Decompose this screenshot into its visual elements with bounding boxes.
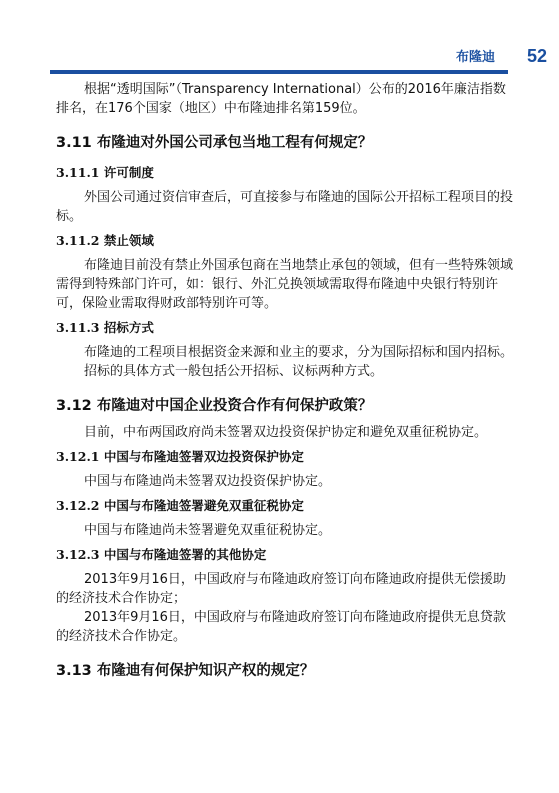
header-rule — [50, 70, 508, 74]
section-3-12-1-heading: 3.12.1 中国与布隆迪签署双边投资保护协定 — [56, 449, 304, 464]
section-3-11-3-heading: 3.11.3 招标方式 — [56, 320, 154, 335]
section-3-12-3-text-1: 2013年9月16日，中国政府与布隆迪政府签订向布隆迪政府提供无偿援助的经济技术合作协定； — [56, 572, 506, 606]
header-country-name: 布隆迪 — [455, 50, 495, 65]
section-3-11-2-heading: 3.11.2 禁止领域 — [56, 233, 154, 248]
section-3-11-3-text-2: 招标的具体方式一般包括公开招标、议标两种方式。 — [84, 364, 384, 379]
section-3-12-2-heading: 3.12.2 中国与布隆迪签署避免双重征税协定 — [56, 498, 304, 513]
section-3-11-1-text: 外国公司通过资信审查后，可直接参与布隆迪的国际公开招标工程项目的投标。 — [56, 190, 514, 224]
section-3-13-heading: 3.13 布隆迪有何保护知识产权的规定？ — [56, 663, 315, 679]
page-number: 52 — [526, 46, 547, 66]
section-3-12-3-text-2: 2013年9月16日，中国政府与布隆迪政府签订向布隆迪政府提供无息贷款的经济技术合作协定。 — [56, 610, 506, 644]
section-3-11-1-heading: 3.11.1 许可制度 — [56, 165, 154, 180]
section-3-11-3-text-1: 布隆迪的工程项目根据资金来源和业主的要求，分为国际招标和国内招标。 — [84, 345, 514, 360]
section-3-12-heading: 3.12 布隆迪对中国企业投资合作有何保护政策？ — [56, 398, 373, 414]
section-3-12-1-text: 中国与布隆迪尚未签署双边投资保护协定。 — [84, 474, 332, 489]
page-content — [56, 80, 516, 682]
section-3-12-intro: 目前，中布两国政府尚未签署双边投资保护协定和避免双重征税协定。 — [84, 425, 488, 440]
section-3-12-2-text: 中国与布隆迪尚未签署避免双重征税协定。 — [84, 523, 332, 538]
section-3-11-heading: 3.11 布隆迪对外国公司承包当地工程有何规定？ — [56, 135, 373, 151]
section-3-11-2-text: 布隆迪目前没有禁止外国承包商在当地禁止承包的领域，但有一些特殊领域需得到特殊部门许可，如：银行、外汇兑换领域需取得布隆迪中央银行特别许可，保险业需取得财政部特别许可等。 — [56, 258, 514, 311]
intro-paragraph: 根据“透明国际”（Transparency International）公布的2016年廉洁指数排名，在176个国家（地区）中布隆迪排名第159位。 — [56, 82, 506, 116]
section-3-12-3-heading: 3.12.3 中国与布隆迪签署的其他协定 — [56, 547, 267, 562]
